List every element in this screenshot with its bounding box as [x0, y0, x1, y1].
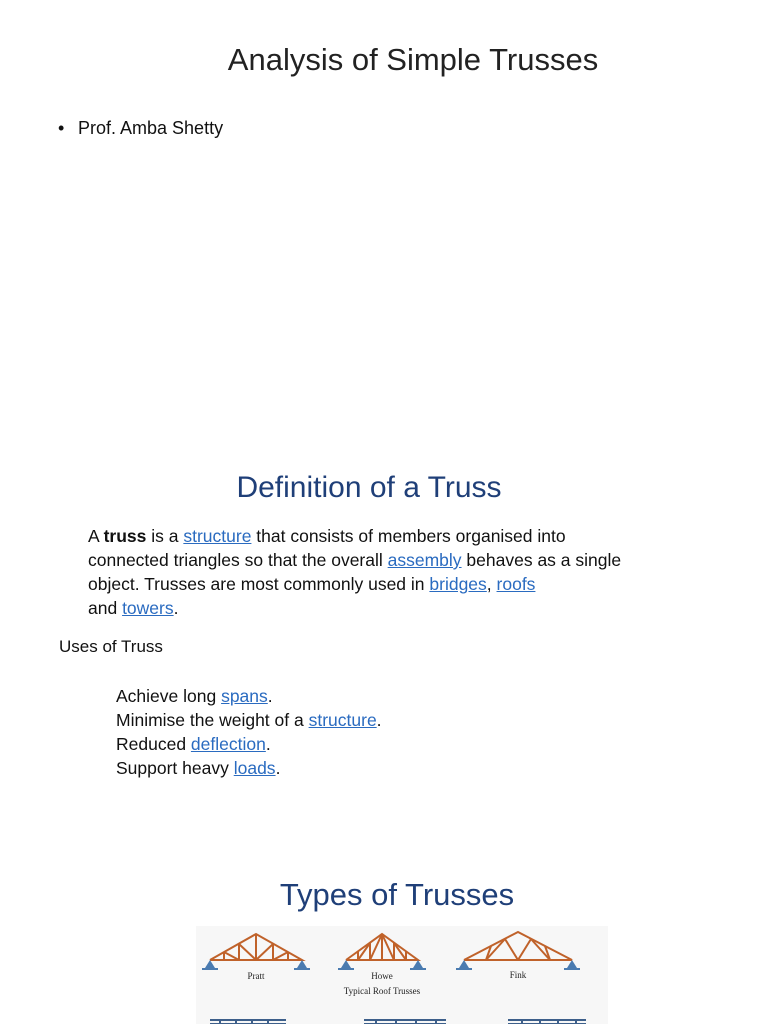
howe-label: Howe: [371, 971, 393, 981]
text-run: ,: [486, 574, 497, 594]
bullet-icon: •: [58, 118, 65, 138]
uses-heading: Uses of Truss: [59, 637, 163, 656]
text-run: Minimise the weight of a: [116, 710, 309, 730]
types-title: Types of Trusses: [279, 877, 515, 912]
text-run: behaves as a single object. Trusses are most commonly used in: [88, 550, 622, 594]
link-assembly[interactable]: assembly: [387, 550, 462, 570]
link-roofs[interactable]: roofs: [496, 574, 536, 594]
bold-term: truss: [103, 526, 147, 546]
list-item: [116, 708, 382, 732]
text-run: Reduced: [116, 734, 191, 754]
author-bullet: [58, 118, 223, 139]
text-run: and: [88, 598, 123, 618]
text-run: Achieve long: [116, 686, 222, 706]
text-run: Support heavy: [116, 758, 234, 778]
text-run: .: [376, 710, 382, 730]
slide-title: Analysis of Simple Trusses: [227, 42, 599, 77]
link-deflection[interactable]: deflection: [190, 734, 266, 754]
link-structure-2[interactable]: structure: [308, 710, 377, 730]
link-loads[interactable]: loads: [233, 758, 276, 778]
text-run: A: [88, 526, 104, 546]
definition-paragraph: [88, 524, 628, 620]
list-item: [116, 756, 382, 780]
fink-label: Fink: [509, 970, 527, 980]
link-bridges[interactable]: bridges: [429, 574, 487, 594]
text-run: is a: [146, 526, 184, 546]
link-structure[interactable]: structure: [183, 526, 252, 546]
roof-trusses-figure: [196, 926, 608, 1024]
text-run: .: [267, 686, 273, 706]
link-spans[interactable]: spans: [221, 686, 268, 706]
text-run: .: [275, 758, 281, 778]
definition-title: Definition of a Truss: [236, 471, 502, 504]
text-run: that consists of members organised into connected triangles so that the overall: [88, 526, 566, 570]
author-name: Prof. Amba Shetty: [78, 118, 224, 138]
link-towers[interactable]: towers: [122, 598, 174, 618]
list-item: [116, 732, 382, 756]
text-run: .: [173, 598, 179, 618]
list-item: [116, 684, 382, 708]
figure-caption: Typical Roof Trusses: [343, 986, 421, 996]
pratt-label: Pratt: [247, 971, 265, 981]
text-run: .: [265, 734, 271, 754]
uses-list: [116, 684, 382, 780]
